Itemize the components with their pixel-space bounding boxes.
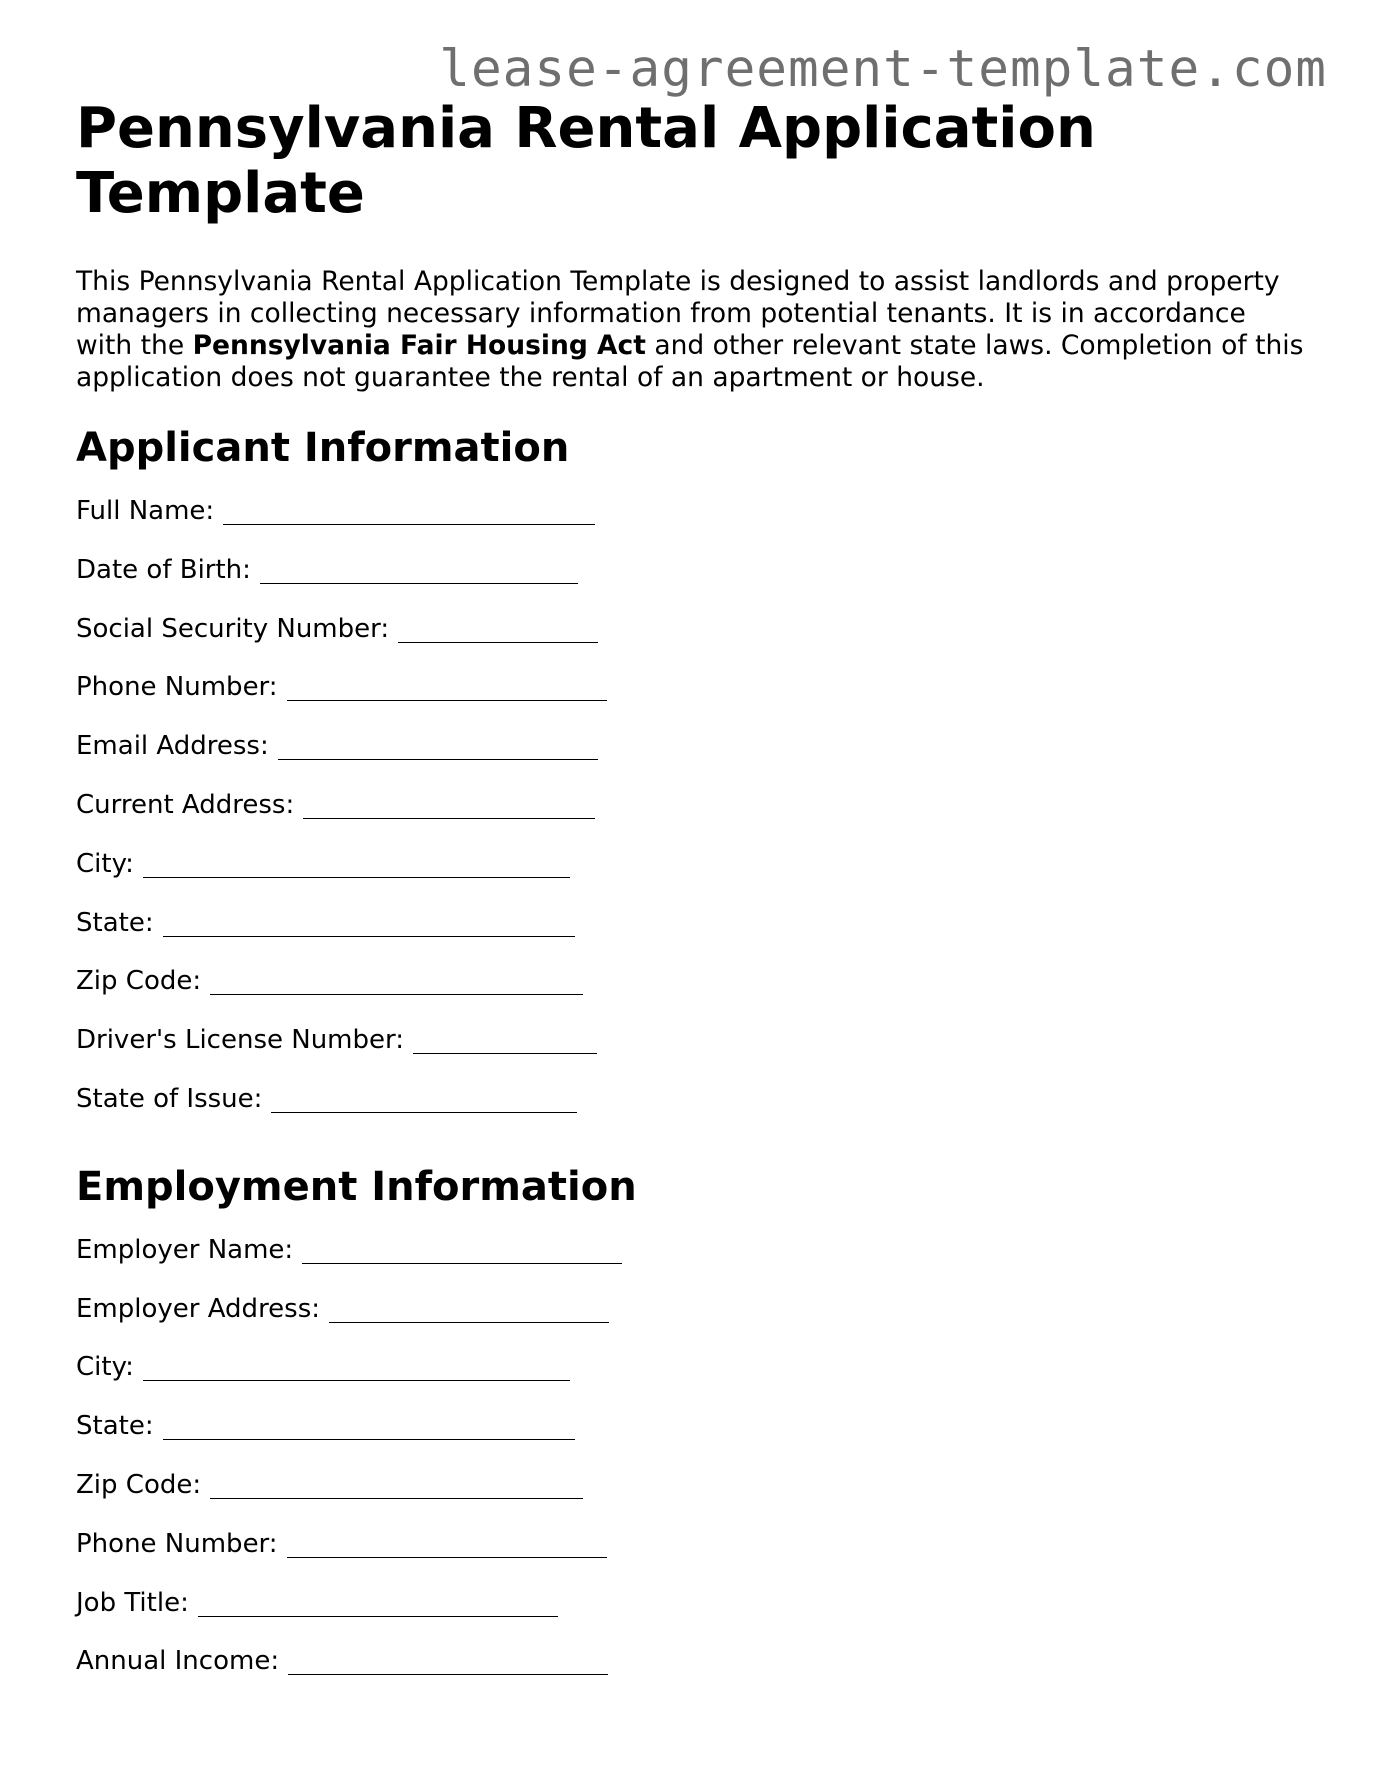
city-blank[interactable] xyxy=(143,847,570,878)
zip-code-blank[interactable] xyxy=(210,964,583,995)
document-body xyxy=(76,96,1306,1703)
field-employer-name xyxy=(76,1233,1306,1292)
ssn-blank[interactable] xyxy=(398,612,598,643)
intro-paragraph xyxy=(76,266,1306,394)
field-email-address xyxy=(76,729,1306,788)
field-annual-income xyxy=(76,1644,1306,1703)
employer-city-blank[interactable] xyxy=(143,1350,570,1381)
field-employer-phone-number xyxy=(76,1527,1306,1586)
state-blank[interactable] xyxy=(163,906,575,937)
field-label: City: xyxy=(76,1352,134,1383)
field-employer-zip-code xyxy=(76,1468,1306,1527)
phone-number-blank[interactable] xyxy=(287,670,607,701)
field-employer-state xyxy=(76,1409,1306,1468)
section-heading-employment: Employment Information xyxy=(76,1163,637,1210)
annual-income-blank[interactable] xyxy=(288,1644,608,1675)
field-state-of-issue xyxy=(76,1082,1306,1141)
employer-phone-number-blank[interactable] xyxy=(287,1527,607,1558)
full-name-blank[interactable] xyxy=(223,494,595,525)
field-label: Phone Number: xyxy=(76,1528,278,1559)
intro-text-before: This Pennsylvania Rental Application Template is designed to assist landlords and property managers in collecting necessary information from potential tenants. It is in accordance with the xyxy=(76,266,1280,361)
field-label: Social Security Number: xyxy=(76,613,390,644)
field-label: Job Title: xyxy=(76,1587,189,1618)
field-label: City: xyxy=(76,848,134,879)
field-label: Full Name: xyxy=(76,496,215,526)
state-of-issue-blank[interactable] xyxy=(271,1082,577,1113)
employer-state-blank[interactable] xyxy=(163,1409,575,1440)
employer-name-blank[interactable] xyxy=(302,1233,622,1264)
employer-zip-code-blank[interactable] xyxy=(210,1468,583,1499)
job-title-blank[interactable] xyxy=(198,1586,558,1617)
drivers-license-number-blank[interactable] xyxy=(413,1023,597,1054)
field-ssn xyxy=(76,612,1306,671)
field-label: State: xyxy=(76,1411,154,1442)
employer-address-blank[interactable] xyxy=(329,1292,609,1323)
field-zip-code xyxy=(76,964,1306,1023)
field-employer-city xyxy=(76,1350,1306,1409)
field-label: Current Address: xyxy=(76,789,295,820)
field-current-address xyxy=(76,788,1306,847)
field-label: Zip Code: xyxy=(76,1469,202,1500)
applicant-fields xyxy=(76,494,1306,1141)
email-address-blank[interactable] xyxy=(278,729,598,760)
field-label: Employer Name: xyxy=(76,1234,294,1265)
intro-text-after: and other relevant state laws. Completion of this application does not guarantee the rental of an apartment or house. xyxy=(76,330,1304,393)
field-label: Annual Income: xyxy=(76,1646,280,1677)
field-date-of-birth xyxy=(76,553,1306,612)
field-employer-address xyxy=(76,1292,1306,1351)
current-address-blank[interactable] xyxy=(303,788,595,819)
site-watermark: lease-agreement-template.com xyxy=(439,40,1327,99)
intro-act-name: Pennsylvania Fair Housing Act xyxy=(192,330,646,361)
field-label: Employer Address: xyxy=(76,1293,321,1324)
field-city xyxy=(76,847,1306,906)
field-label: Date of Birth: xyxy=(76,554,251,585)
field-state xyxy=(76,906,1306,965)
field-label: State: xyxy=(76,907,154,938)
section-heading-applicant: Applicant Information xyxy=(76,425,570,471)
employment-fields xyxy=(76,1233,1306,1703)
field-job-title xyxy=(76,1586,1306,1645)
field-label: Phone Number: xyxy=(76,672,278,703)
field-full-name xyxy=(76,494,1306,553)
field-label: State of Issue: xyxy=(76,1083,263,1114)
field-label: Email Address: xyxy=(76,731,269,762)
field-label: Zip Code: xyxy=(76,966,202,997)
field-phone-number xyxy=(76,670,1306,729)
date-of-birth-blank[interactable] xyxy=(260,553,578,584)
document-title: Pennsylvania Rental Application Template xyxy=(76,96,1096,226)
field-drivers-license-number xyxy=(76,1023,1306,1082)
field-label: Driver's License Number: xyxy=(76,1025,404,1056)
